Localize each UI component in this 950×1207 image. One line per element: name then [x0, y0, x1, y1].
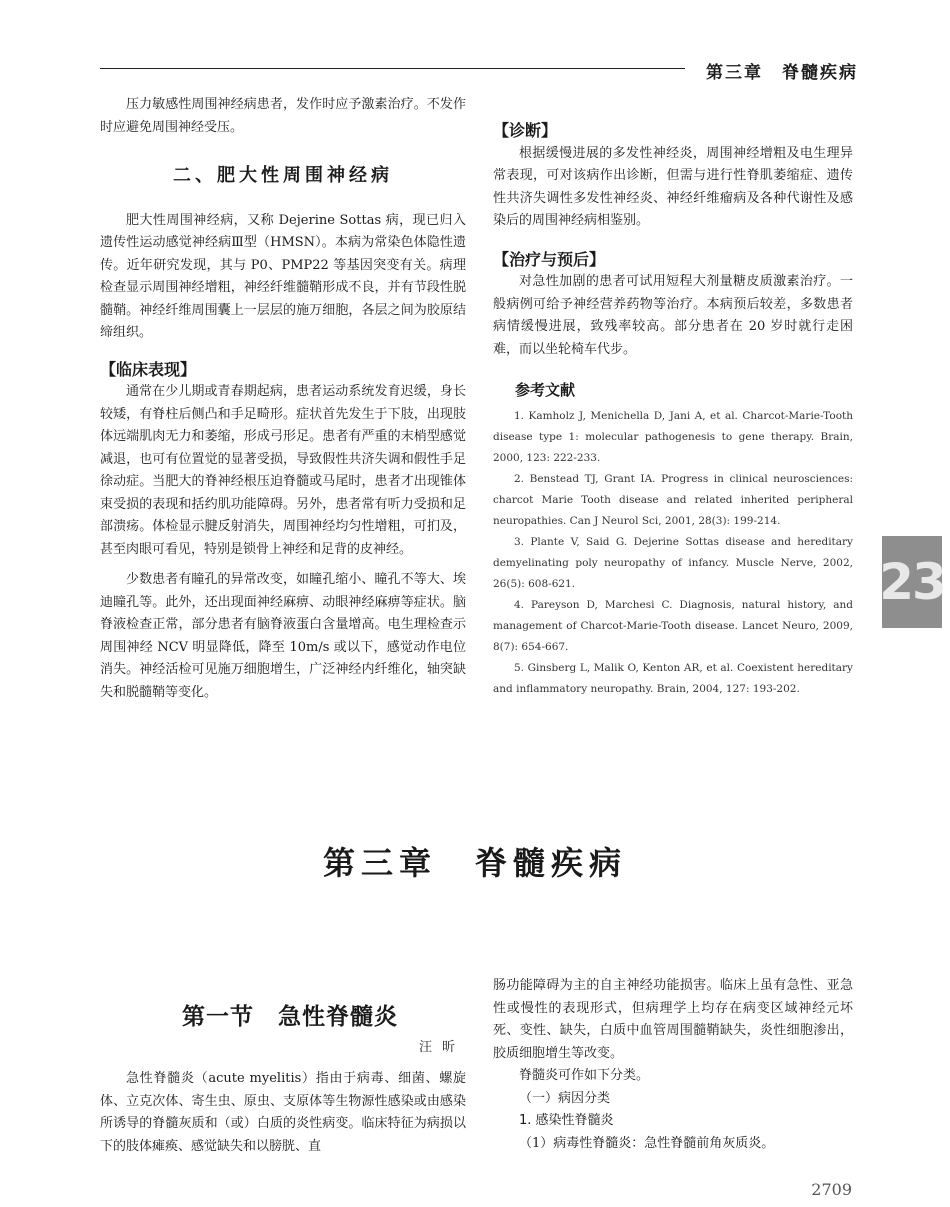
paragraph: 压力敏感性周围神经病患者，发作时应予激素治疗。不发作时应避免周围神经受压。 — [100, 97, 466, 135]
reference-item: 4. Pareyson D, Marchesi C. Diagnosis, natural history, and management of Charcot-Marie-Tooth disease. Lancet Neuro, 2009, 8(7): 654-667. — [493, 598, 853, 653]
references-heading: 参考文献 — [515, 381, 576, 399]
running-header: 第三章 脊髓疾病 — [706, 63, 858, 83]
paragraph: 脊髓炎可作如下分类。 — [519, 1068, 650, 1083]
paragraph: 肥大性周围神经病，又称 Dejerine Sottas 病，现已归入遗传性运动感觉神经病Ⅲ型（HMSN）。本病为常染色体隐性遗传。近年研究发现，其与 P0、PMP22 等基因突变有关。病理检查显示周围神经增粗，神经纤维髓鞘形成不良，并有节段性脱髓鞘。神经纤维周围囊上一层层的施万细胞，各层之间为胶原结缔组织。 — [100, 212, 466, 340]
reference-item: 1. Kamholz J, Menichella D, Jani A, et al. Charcot-Marie-Tooth disease type 1: molecular pathogenesis to gene therapy. Brain, 2000, 123: 222-233. — [493, 409, 853, 464]
paragraph: 根据缓慢进展的多发性神经炎，周围神经增粗及电生理异常表现，可对该病作出诊断，但需与进行性脊肌萎缩症、遗传性共济失调性多发性神经炎、神经纤维瘤病及各种代谢性及感染后的周围神经病相鉴别。 — [493, 145, 853, 228]
section-title: 第一节 急性脊髓炎 — [182, 1003, 398, 1030]
classification-heading: （一）病因分类 — [519, 1090, 611, 1106]
reference-item: 3. Plante V, Said G. Dejerine Sottas disease and hereditary demyelinating poly neuropathy of infancy. Muscle Nerve, 2002, 26(5): 608-621. — [493, 535, 853, 590]
diagnosis-heading: 【诊断】 — [493, 121, 558, 140]
list-item: （1）病毒性脊髓炎：急性脊髓前角灰质炎。 — [519, 1135, 775, 1151]
paragraph: 对急性加剧的患者可试用短程大剂量糖皮质激素治疗。一般病例可给予神经营养药物等治疗。本病预后较差，多数患者病情缓慢进展，致残率较高。部分患者在 20 岁时就行走困难，而以坐轮椅车代步。 — [493, 274, 853, 357]
right-column-bottom — [493, 975, 853, 1155]
chapter-tab: 23 — [882, 536, 942, 628]
chapter-title: 第三章 脊髓疾病 — [322, 844, 627, 882]
author-name: 汪昕 — [418, 1040, 465, 1055]
list-item: 1. 感染性脊髓炎 — [519, 1113, 614, 1128]
treatment-heading: 【治疗与预后】 — [493, 249, 606, 269]
section-heading: 二、肥大性周围神经病 — [173, 165, 393, 186]
page-number: 2709 — [811, 1180, 852, 1199]
right-column-top — [493, 120, 853, 700]
left-column-top — [100, 94, 466, 704]
clinical-heading: 【临床表现】 — [100, 359, 197, 379]
paragraph: 少数患者有瞳孔的异常改变，如瞳孔缩小、瞳孔不等大、埃迪瞳孔等。此外，还出现面神经麻痹、动眼神经麻痹等症状。脑脊液检查正常，部分患者有脑脊液蛋白含量增高。电生理检查示周围神经 NCV 明显降低，降至 10m/s 或以下，感觉动作电位消失。神经活检可见施万细胞增生，广泛神经内纤维化，轴突缺失和脱髓鞘等变化。 — [100, 572, 466, 700]
paragraph: 通常在少儿期或青春期起病，患者运动系统发育迟缓，身长较矮，有脊柱后侧凸和手足畸形。症状首先发生于下肢，出现肢体远端肌肉无力和萎缩，形成弓形足。患者有严重的末梢型感觉减退，也可有位置觉的显著受损，导致假性共济失调和假性手足徐动症。当肥大的脊神经根压迫脊髓或马尾时，患者才出现锥体束受损的表现和括约肌功能障碍。另外，患者常有听力受损和足部溃疡。体检显示腱反射消失，周围神经均匀性增粗，可扪及，甚至肉眼可看见，特别是锁骨上神经和足背的皮神经。 — [100, 384, 466, 557]
reference-list — [493, 406, 853, 700]
header-rule — [100, 68, 685, 69]
paragraph: 肠功能障碍为主的自主神经功能损害。临床上虽有急性、亚急性或慢性的表现形式，但病理学上均存在病变区域神经元坏死、变性、缺失，白质中血管周围髓鞘缺失，炎性细胞渗出，胶质细胞增生等改变。 — [493, 978, 853, 1061]
paragraph: 急性脊髓炎（acute myelitis）指由于病毒、细菌、螺旋体、立克次体、寄生虫、原虫、支原体等生物源性感染或由感染所诱导的脊髓灰质和（或）白质的炎性病变。临床特征为病损以下的肢体瘫痪、感觉缺失和以膀胱、直 — [100, 1071, 466, 1154]
reference-item: 2. Benstead TJ, Grant IA. Progress in clinical neurosciences: charcot Marie Tooth disease and related inherited peripheral neuropathies. Can J Neurol Sci, 2001, 28(3): 199-214. — [493, 472, 853, 527]
left-column-bottom — [100, 1068, 466, 1158]
reference-item: 5. Ginsberg L, Malik O, Kenton AR, et al. Coexistent hereditary and inflammatory neuropathy. Brain, 2004, 127: 193-202. — [493, 661, 853, 695]
